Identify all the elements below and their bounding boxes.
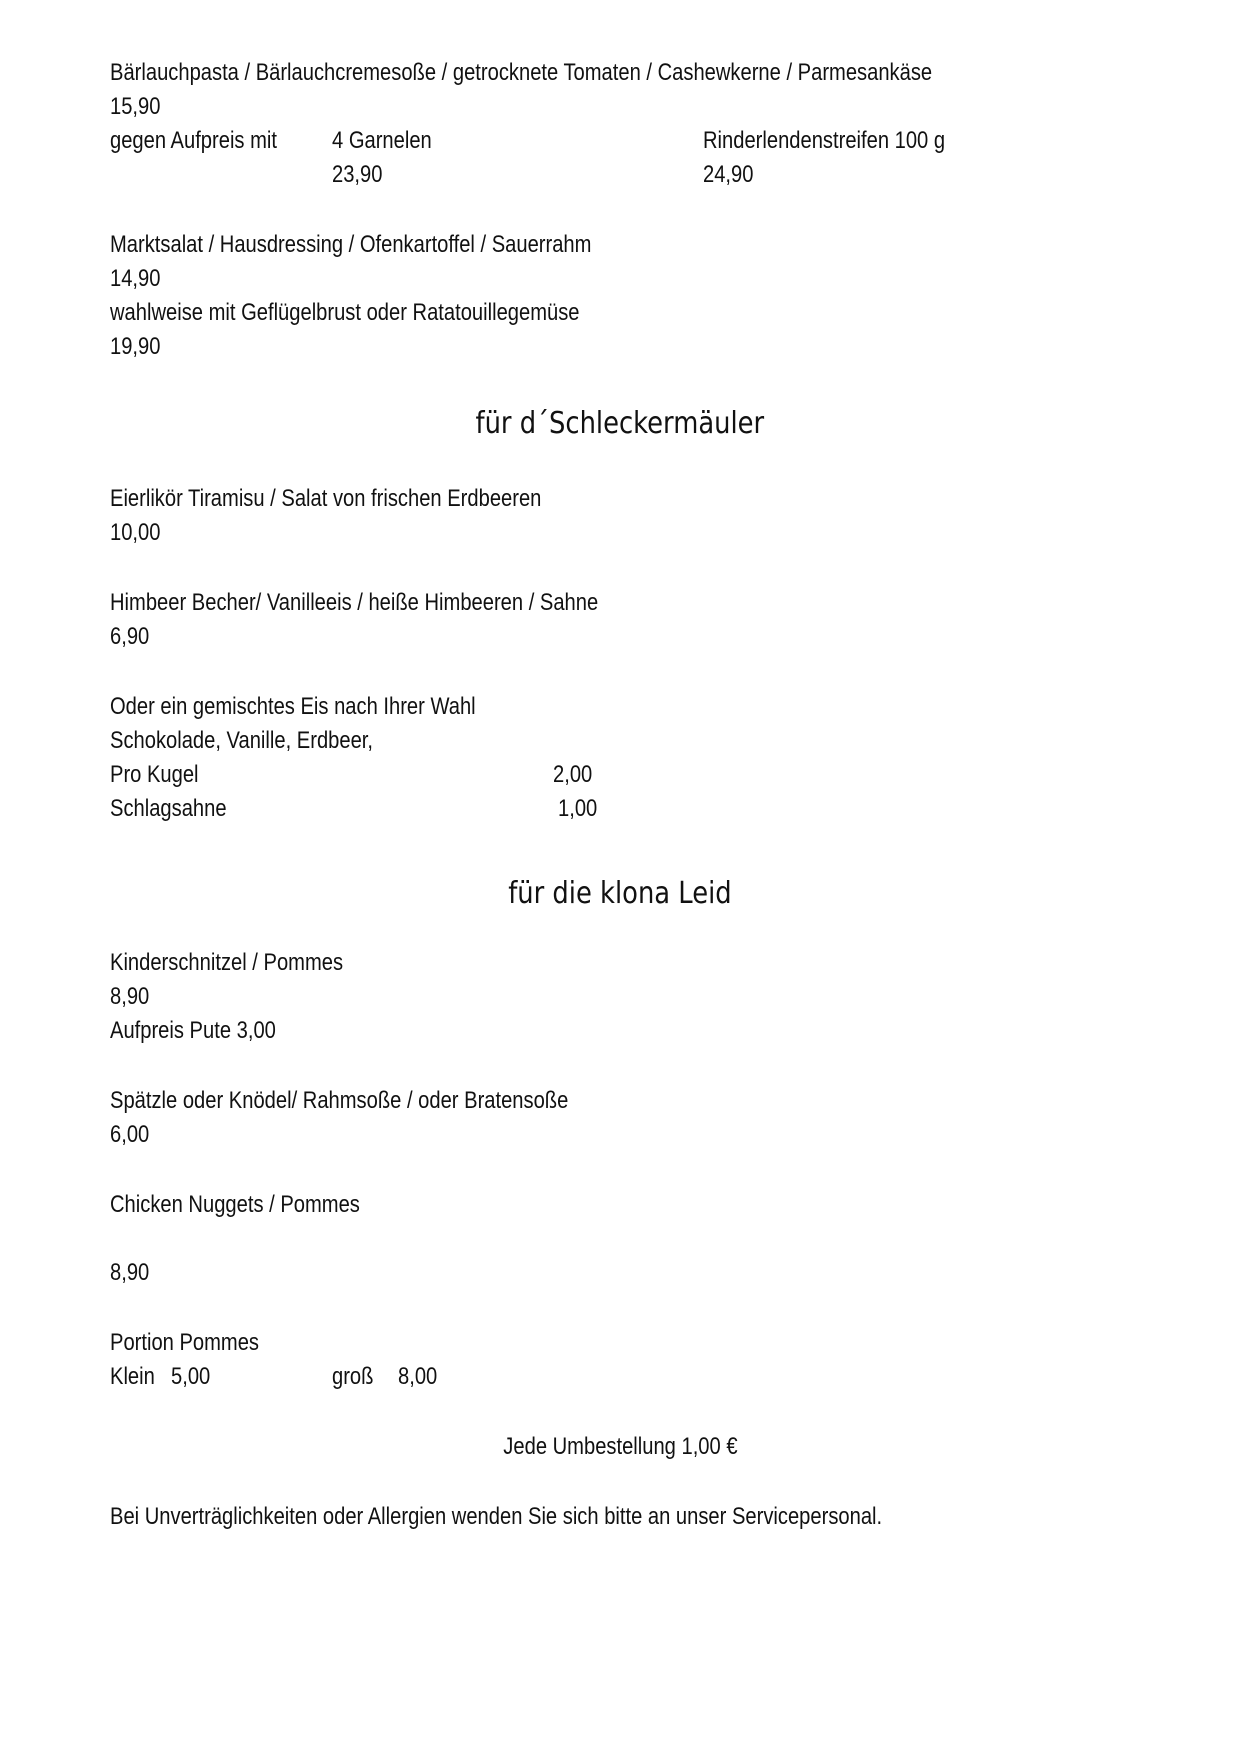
- pasta-extra-label: gegen Aufpreis mit: [110, 127, 277, 154]
- change-note: [0, 1430, 1240, 1464]
- ice-line2: Schokolade, Vanille, Erdbeer,: [110, 727, 373, 754]
- pasta-title: Bärlauchpasta / Bärlauchcremesoße / getrocknete Tomaten / Cashewkerne / Parmesankäse: [110, 59, 933, 86]
- pasta-option2-price: 24,90: [703, 161, 754, 188]
- salad-variant-price: 19,90: [110, 333, 161, 360]
- salad-title: Marktsalat / Hausdressing / Ofenkartoffel / Sauerrahm: [110, 231, 592, 258]
- kids-heading-text: für die klona Leid: [508, 876, 732, 911]
- salad-variant: wahlweise mit Geflügelbrust oder Ratatouillegemüse: [110, 299, 580, 326]
- pommes-small-label: Klein: [110, 1363, 155, 1390]
- schnitzel-price: 8,90: [110, 983, 150, 1010]
- ice-line1: Oder ein gemischtes Eis nach Ihrer Wahl: [110, 693, 476, 720]
- kids-heading: [0, 874, 1240, 914]
- ice-sahne-label: Schlagsahne: [110, 795, 227, 822]
- ice-sahne-price: 1,00: [558, 795, 598, 822]
- pasta-price: 15,90: [110, 93, 161, 120]
- ice-kugel-price: 2,00: [553, 761, 593, 788]
- pommes-large-price: 8,00: [398, 1363, 438, 1390]
- pasta-option2-name: Rinderlendenstreifen 100 g: [703, 127, 946, 154]
- nuggets-title: Chicken Nuggets / Pommes: [110, 1191, 360, 1218]
- salad-price: 14,90: [110, 265, 161, 292]
- himbeer-title: Himbeer Becher/ Vanilleeis / heiße Himbeeren / Sahne: [110, 589, 599, 616]
- himbeer-price: 6,90: [110, 623, 150, 650]
- change-note-text: Jede Umbestellung 1,00 €: [502, 1433, 738, 1460]
- pommes-title: Portion Pommes: [110, 1329, 260, 1356]
- pommes-large-label: groß: [332, 1363, 374, 1390]
- schnitzel-extra: Aufpreis Pute 3,00: [110, 1017, 276, 1044]
- dessert-heading-text: für d´Schleckermäuler: [475, 406, 765, 441]
- pasta-option1-price: 23,90: [332, 161, 383, 188]
- schnitzel-title: Kinderschnitzel / Pommes: [110, 949, 344, 976]
- nuggets-price: 8,90: [110, 1259, 150, 1286]
- pasta-option1-name: 4 Garnelen: [332, 127, 432, 154]
- tiramisu-title: Eierlikör Tiramisu / Salat von frischen Erdbeeren: [110, 485, 542, 512]
- spaetzle-price: 6,00: [110, 1121, 150, 1148]
- tiramisu-price: 10,00: [110, 519, 161, 546]
- dessert-heading: [0, 404, 1240, 444]
- allergy-note: Bei Unverträglichkeiten oder Allergien wenden Sie sich bitte an unser Servicepersonal.: [110, 1503, 883, 1530]
- ice-kugel-label: Pro Kugel: [110, 761, 199, 788]
- pommes-small-price: 5,00: [171, 1363, 211, 1390]
- spaetzle-title: Spätzle oder Knödel/ Rahmsoße / oder Bratensoße: [110, 1087, 569, 1114]
